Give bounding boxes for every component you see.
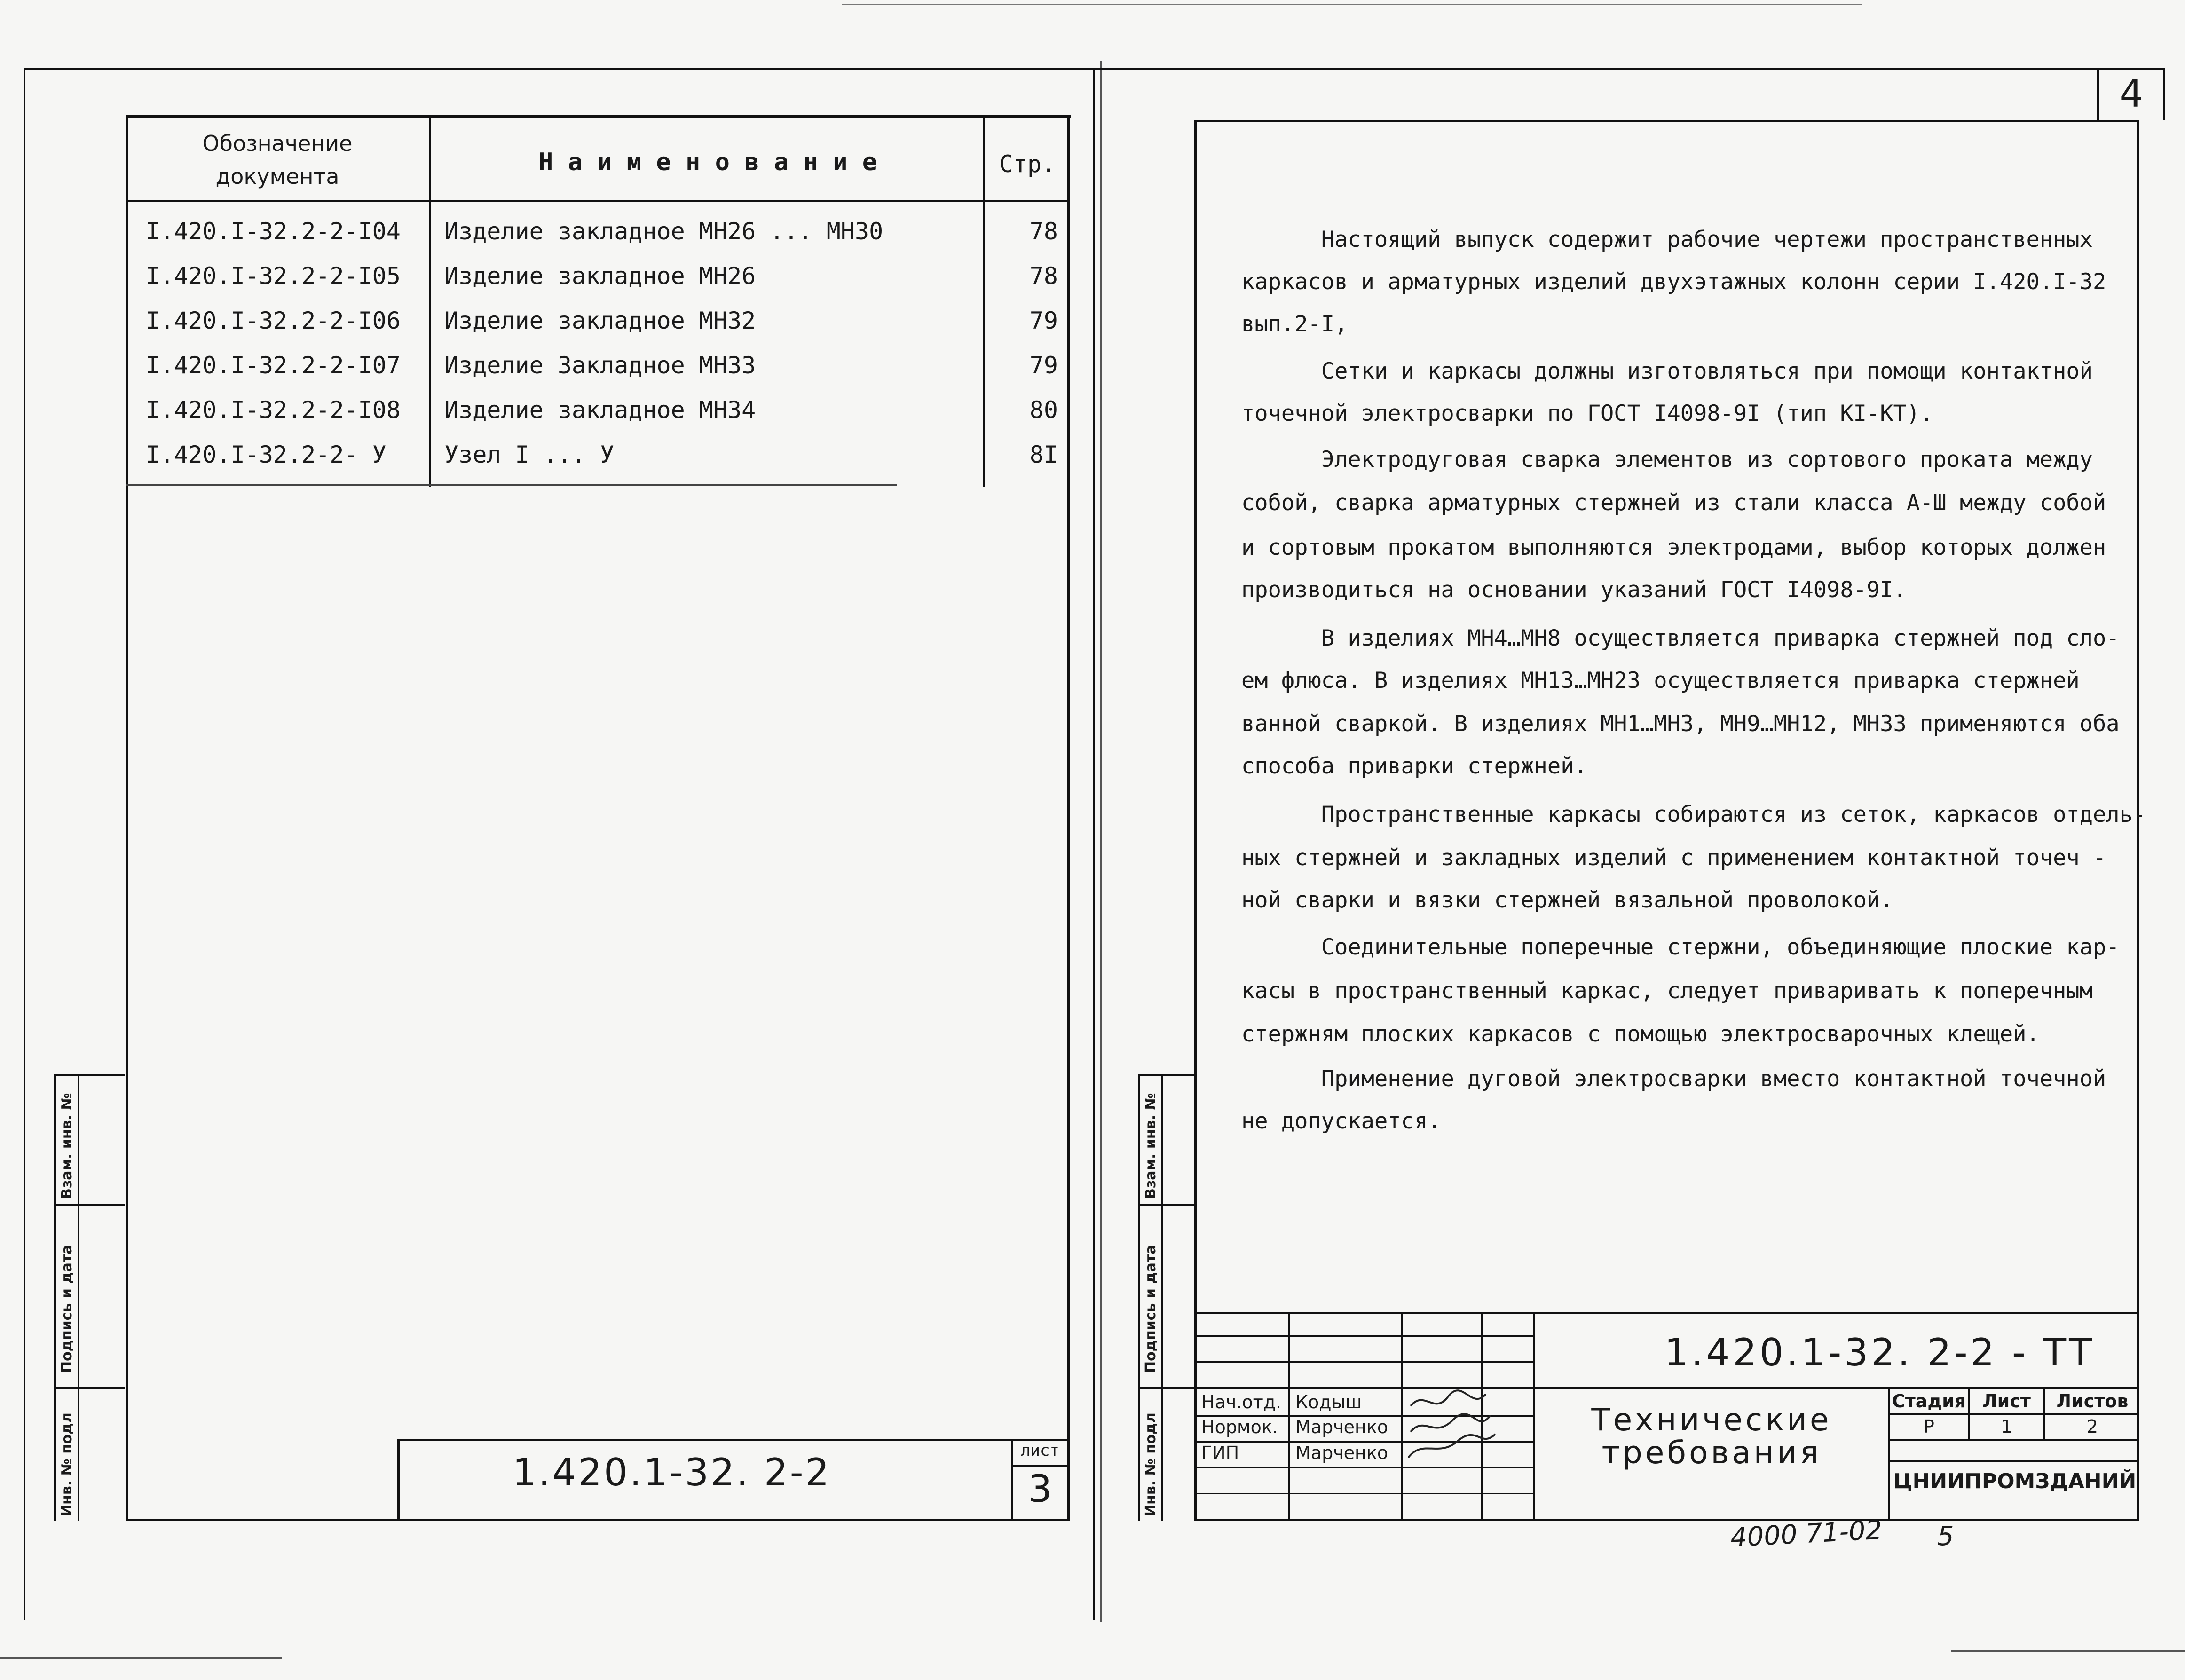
text-line: В изделиях МН4…МН8 осуществляется приварка стержней под сло- [1241, 625, 2120, 651]
table-row [127, 433, 1067, 477]
signature-date-label: Подпись и дата [1143, 1245, 1159, 1373]
header-designation-line2: документа [215, 164, 339, 189]
text-line: Соединительные поперечные стержни, объединяющие плоские кар- [1241, 934, 2120, 960]
text-line: Электродуговая сварка элементов из сортового проката между [1241, 447, 2093, 473]
inv-vzam-label: Взам. инв. № [1143, 1093, 1159, 1199]
stamp-title [1542, 1404, 1881, 1469]
value-stage: Р [1924, 1416, 1934, 1437]
text-line: производиться на основании указаний ГОСТ I4098-9I. [1241, 577, 1907, 603]
header-designation [132, 127, 423, 193]
text-line: точечной электросварки по ГОСТ I4098-9I (тип КI-КТ). [1241, 401, 1933, 426]
row-page: 79 [1029, 352, 1058, 379]
value-sheets: 2 [2086, 1416, 2098, 1437]
role-normok: Нормок. [1201, 1417, 1278, 1437]
signature-date-label: Подпись и дата [59, 1245, 75, 1373]
signature-marks [1406, 1387, 1505, 1467]
text-line: способа приварки стержней. [1241, 753, 1587, 779]
text-line: Настоящий выпуск содержит рабочие чертежи пространственных [1241, 227, 2093, 252]
header-sheet: Лист [1982, 1391, 2031, 1412]
row-page: 78 [1029, 218, 1058, 245]
text-line: стержням плоских каркасов с помощью электросварочных клещей. [1241, 1021, 2040, 1047]
row-code: I.420.I-32.2-2-I07 [146, 352, 401, 379]
text-line: касы в пространственный каркас, следует приваривать к поперечным [1241, 978, 2093, 1004]
page-divider [1100, 61, 1102, 1622]
table-row [127, 343, 1067, 388]
text-line: собой, сварка арматурных стержней из стали класса А-Ш между собой [1241, 490, 2106, 516]
text-line: не допускается. [1241, 1108, 1441, 1134]
name-normok: Марченко [1295, 1417, 1388, 1437]
text-line: ем флюса. В изделиях МН13…МН23 осуществляется приварка стержней [1241, 668, 2080, 694]
text-line: ных стержней и закладных изделий с применением контактной точеч - [1241, 845, 2106, 871]
name-nach-otd: Кодыш [1295, 1392, 1362, 1412]
left-doc-code: 1.420.1-32. 2-2 [513, 1451, 831, 1494]
text-line: ванной сваркой. В изделиях МН1…МН3, МН9…МН12, МН33 применяются оба [1241, 711, 2120, 737]
header-sheets: Листов [2056, 1391, 2129, 1412]
text-line: каркасов и арматурных изделий двухэтажных колонн серии I.420.I-32 [1241, 269, 2106, 295]
row-code: I.420.I-32.2-2-I06 [146, 307, 401, 334]
text-line: Пространственные каркасы собираются из сеток, каркасов отдель- [1241, 802, 2146, 828]
table-row [127, 254, 1067, 299]
header-designation-line1: Обозначение [202, 131, 353, 156]
text-line: и сортовым прокатом выполняются электродами, выбор которых должен [1241, 535, 2106, 560]
scan-line-bottom-right [1951, 1650, 2185, 1652]
inv-vzam-label: Взам. инв. № [59, 1093, 75, 1199]
stamp-title-line2: требования [1601, 1435, 1822, 1471]
row-code: I.420.I-32.2-2-I05 [146, 262, 401, 290]
name-gip: Марченко [1295, 1443, 1388, 1463]
header-stage: Стадия [1892, 1391, 1966, 1412]
row-name: Изделие Закладное МН33 [444, 352, 756, 379]
sheet-number: 3 [1028, 1467, 1052, 1511]
row-name: Изделие закладное МН34 [444, 396, 756, 424]
inv-podl-label: Инв. № подл [59, 1412, 75, 1516]
value-sheet: 1 [2001, 1416, 2012, 1437]
text-line: Применение дуговой электросварки вместо контактной точечной [1241, 1066, 2106, 1092]
stamp-doc-code: 1.420.1-32. 2-2 - ТТ [1664, 1331, 2095, 1374]
sheet-label: лист [1021, 1441, 1059, 1460]
table-row [127, 299, 1067, 343]
role-nach-otd: Нач.отд. [1201, 1392, 1282, 1412]
header-name: Н а и м е н о в а н и е [538, 148, 877, 176]
text-line: ной сварки и вязки стержней вязальной проволокой. [1241, 887, 1893, 913]
row-name: Изделие закладное МН32 [444, 307, 756, 334]
scan-line-bottom-left [0, 1657, 282, 1659]
org-name: ЦНИИПРОМЗДАНИЙ [1893, 1469, 2137, 1493]
row-page: 8I [1029, 441, 1058, 468]
bottom-page-mark: 5 [1937, 1521, 1954, 1552]
scan-line-top [842, 4, 1862, 5]
row-code: I.420.I-32.2-2-I08 [146, 396, 401, 424]
row-name: Узел I ... У [444, 441, 615, 468]
row-name: Изделие закладное МН26 ... МН30 [444, 218, 883, 245]
bottom-note: 4000 71-02 [1729, 1514, 1883, 1554]
header-page: Стр. [999, 150, 1056, 178]
role-gip: ГИП [1201, 1443, 1239, 1463]
corner-number: 4 [2119, 72, 2144, 116]
row-code: I.420.I-32.2-2-I04 [146, 218, 401, 245]
table-row [127, 388, 1067, 433]
text-line: вып.2-I, [1241, 311, 1348, 337]
inv-podl-label: Инв. № подл [1143, 1412, 1159, 1516]
row-page: 78 [1029, 262, 1058, 290]
text-line: Сетки и каркасы должны изготовляться при помощи контактной [1241, 358, 2093, 384]
row-name: Изделие закладное МН26 [444, 262, 756, 290]
table-row [127, 209, 1067, 254]
stamp-title-line1: Технические [1591, 1402, 1832, 1438]
row-page: 79 [1029, 307, 1058, 334]
row-page: 80 [1029, 396, 1058, 424]
row-code: I.420.I-32.2-2- У [146, 441, 387, 468]
